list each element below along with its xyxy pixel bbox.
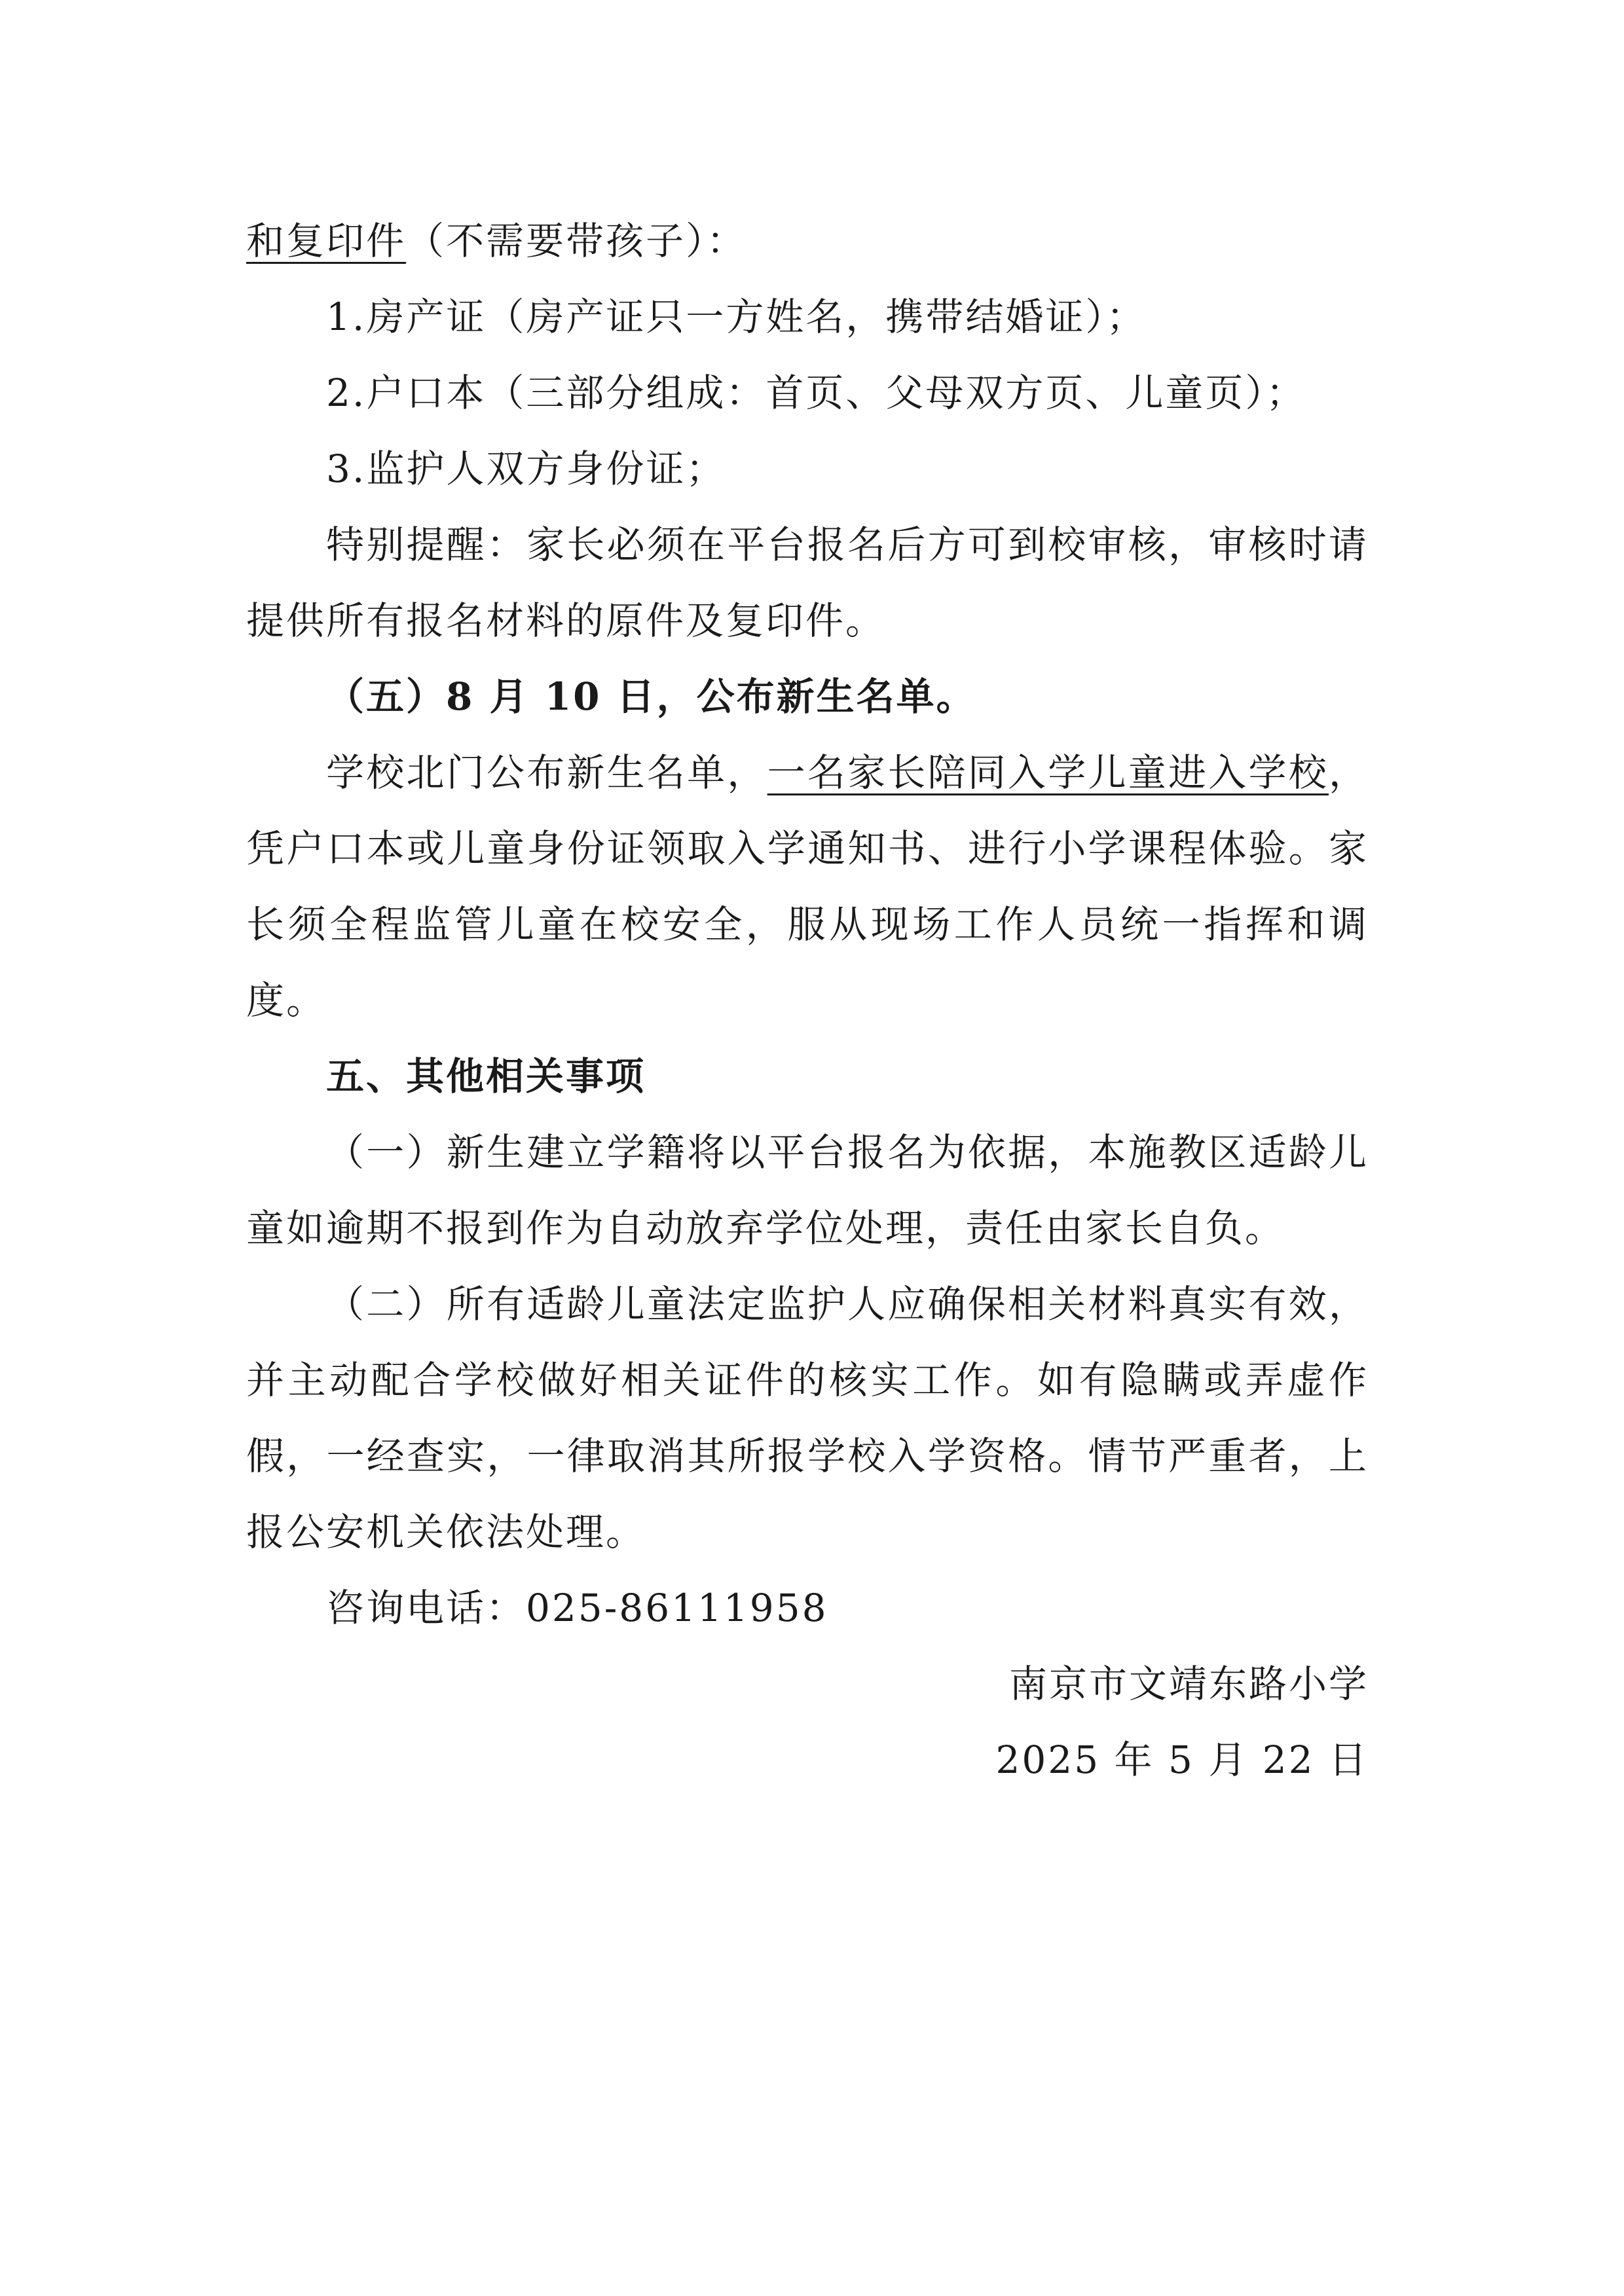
paragraph-materials-intro (246, 203, 1369, 279)
signature-block (246, 1646, 1369, 1798)
section-heading-other-matters: 五、其他相关事项 (326, 1054, 646, 1099)
list-item-guardian-id: 3.监护人双方身份证； (326, 446, 726, 491)
paragraph-consult-phone: 咨询电话：025-86111958 (326, 1586, 828, 1630)
paragraph-item-one: （一）新生建立学籍将以平台报名为依据，本施教区适龄儿童如逾期不报到作为自动放弃学位处理，责任由家长自负。 (246, 1130, 1369, 1250)
document-body (246, 203, 1369, 1798)
list-item-property-certificate: 1.房产证（房产证只一方姓名，携带结婚证）； (326, 295, 1147, 339)
underlined-text: 一名家长陪同入学儿童进入学校 (767, 750, 1329, 795)
paragraph-north-gate (246, 735, 1369, 1038)
paragraph-text: 学校北门公布新生名单， (326, 750, 767, 795)
subheading-announce-list: （五）8 月 10 日，公布新生名单。 (326, 674, 976, 719)
paragraph-item-two: （二）所有适龄儿童法定监护人应确保相关材料真实有效，并主动配合学校做好相关证件的核实工作。如有隐瞒或弄虚作假，一经查实，一律取消其所报学校入学资格。情节严重者，上报公安机关依法处理。 (246, 1282, 1369, 1554)
paragraph-special-reminder: 特别提醒：家长必须在平台报名后方可到校审核，审核时请提供所有报名材料的原件及复印件。 (246, 522, 1369, 643)
paragraph-text: ，凭户口本或儿童身份证领取入学通知书、进行小学课程体验。家长须全程监管儿童在校安全，服从现场工作人员统一指挥和调度。 (246, 750, 1369, 1023)
signature-date: 2025 年 5 月 22 日 (995, 1738, 1369, 1782)
list-item-household-register: 2.户口本（三部分组成：首页、父母双方页、儿童页）； (326, 371, 1306, 415)
paragraph-text: （不需要带孩子）： (406, 219, 747, 263)
signature-school: 南京市文靖东路小学 (1008, 1662, 1369, 1706)
underlined-text: 和复印件 (246, 219, 407, 263)
